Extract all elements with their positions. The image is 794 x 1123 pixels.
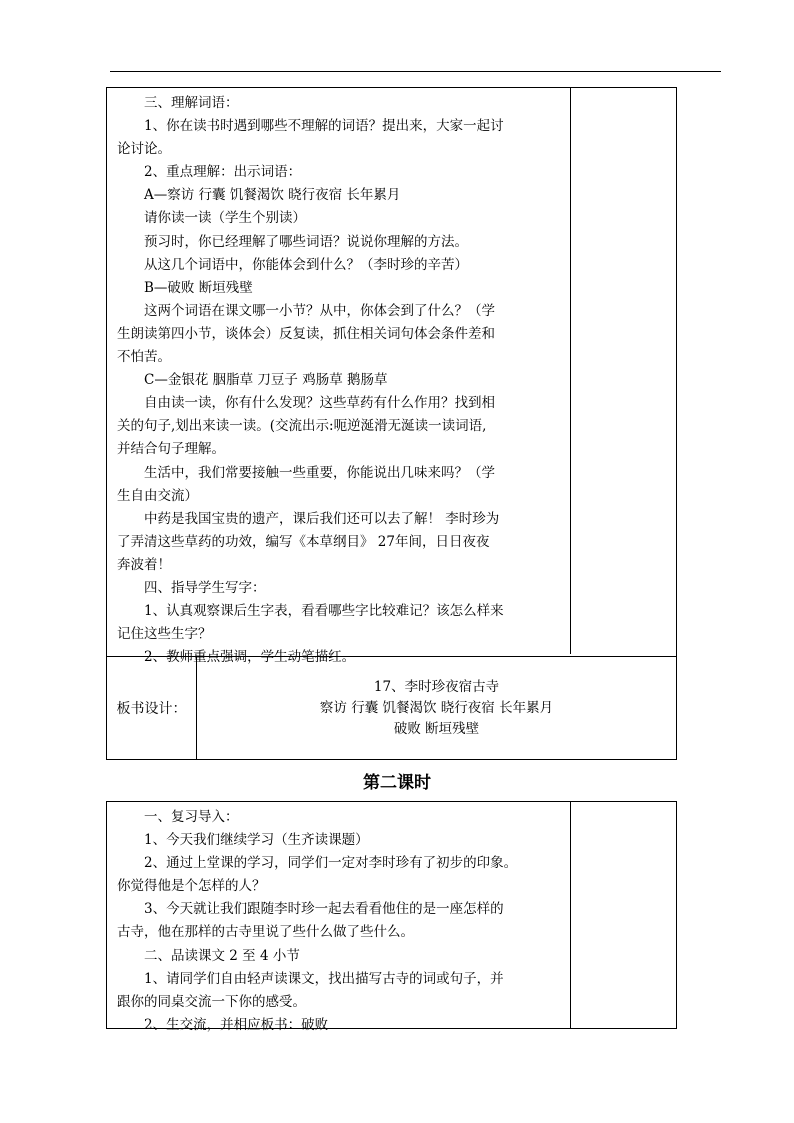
text-line: 2、重点理解：出示词语： xyxy=(144,164,302,181)
header-rule xyxy=(110,71,721,72)
text-line: 四、指导学生写字： xyxy=(144,579,266,596)
lesson-table-2 xyxy=(106,801,677,1033)
text-line: 1、认真观察课后生字表，看看哪些字比较难记？该怎么样来 xyxy=(144,603,504,620)
text-line: 了弄清这些草药的功效，编写《本草纲目》 27年间，日日夜夜 xyxy=(117,533,490,550)
section-title: 第二课时 xyxy=(363,773,431,793)
text-line: 记住这些生字？ xyxy=(117,626,212,643)
board-line: 察访 行囊 饥餐渴饮 晓行夜宿 长年累月 xyxy=(319,699,554,716)
lesson-table-1 xyxy=(106,87,677,760)
text-line: 3、今天就让我们跟随李时珍一起去看看他住的是一座怎样的 xyxy=(144,901,504,918)
text-line: 不怕苦。 xyxy=(117,349,171,366)
board-line: 破败 断垣残壁 xyxy=(393,720,480,737)
text-line: 关的句子,划出来读一读。(交流出示:呃逆涎滑无涎读一读词语, xyxy=(117,418,487,435)
text-line: C—金银花 胭脂草 刀豆子 鸡肠草 鹅肠草 xyxy=(144,372,388,389)
text-line: A—察访 行囊 饥餐渴饮 晓行夜宿 长年累月 xyxy=(144,187,401,204)
text-line: 1、你在读书时遇到哪些不理解的词语？提出来，大家一起讨 xyxy=(144,118,504,135)
notes-cell xyxy=(571,802,676,1028)
text-line: 2、通过上堂课的学习，同学们一定对李时珍有了初步的印象。 xyxy=(144,855,518,872)
text-line: 论讨论。 xyxy=(117,141,171,158)
text-line: 二、品读课文 2 至 4 小节 xyxy=(144,947,300,964)
text-line: 2、教师重点强调，学生动笔描红。 xyxy=(144,649,356,666)
notes-cell xyxy=(571,88,676,654)
board-title: 17、李时珍夜宿古寺 xyxy=(373,678,500,695)
board-design-content xyxy=(197,657,676,759)
text-line: 1、请同学们自由轻声读课文，找出描写古寺的词或句子，并 xyxy=(144,970,504,987)
board-design-row xyxy=(107,656,676,759)
text-line: 你觉得他是个怎样的人？ xyxy=(117,878,266,895)
text-line: B—破败 断垣残壁 xyxy=(144,279,253,296)
text-line: 跟你的同桌交流一下你的感受。 xyxy=(117,993,306,1010)
text-line: 生活中，我们常要接触一些重要，你能说出几味来吗？（学 xyxy=(144,464,495,481)
text-line: 三、理解词语： xyxy=(144,95,239,111)
text-line: 古寺，他在那样的古寺里说了些什么做了些什么。 xyxy=(117,924,414,941)
lesson-content-cell xyxy=(107,802,571,1033)
text-line: 预习时，你已经理解了哪些词语？说说你理解的方法。 xyxy=(144,233,468,250)
lesson-content-cell xyxy=(107,88,571,666)
text-line: 从这几个词语中，你能体会到什么？（李时珍的辛苦） xyxy=(144,256,468,273)
text-line: 1、今天我们继续学习（生齐读课题） xyxy=(144,832,369,849)
text-line: 奔波着！ xyxy=(117,556,171,573)
text-line: 生自由交流） xyxy=(117,487,198,504)
text-line: 2、生交流，并相应板书：破败 xyxy=(144,1016,329,1033)
text-line: 并结合句子理解。 xyxy=(117,441,225,458)
text-line: 请你读一读（学生个别读） xyxy=(144,210,306,227)
text-line: 生朗读第四小节，谈体会）反复读，抓住相关词句体会条件差和 xyxy=(117,325,495,342)
text-line: 一、复习导入： xyxy=(144,809,239,825)
text-line: 自由读一读，你有什么发现？这些草药有什么作用？找到相 xyxy=(144,395,495,412)
text-line: 中药是我国宝贵的遗产，课后我们还可以去了解！ 李时珍为 xyxy=(144,510,500,527)
text-line: 这两个词语在课文哪一小节？从中，你体会到了什么？（学 xyxy=(144,302,495,319)
board-design-label: 板书设计： xyxy=(107,657,197,759)
